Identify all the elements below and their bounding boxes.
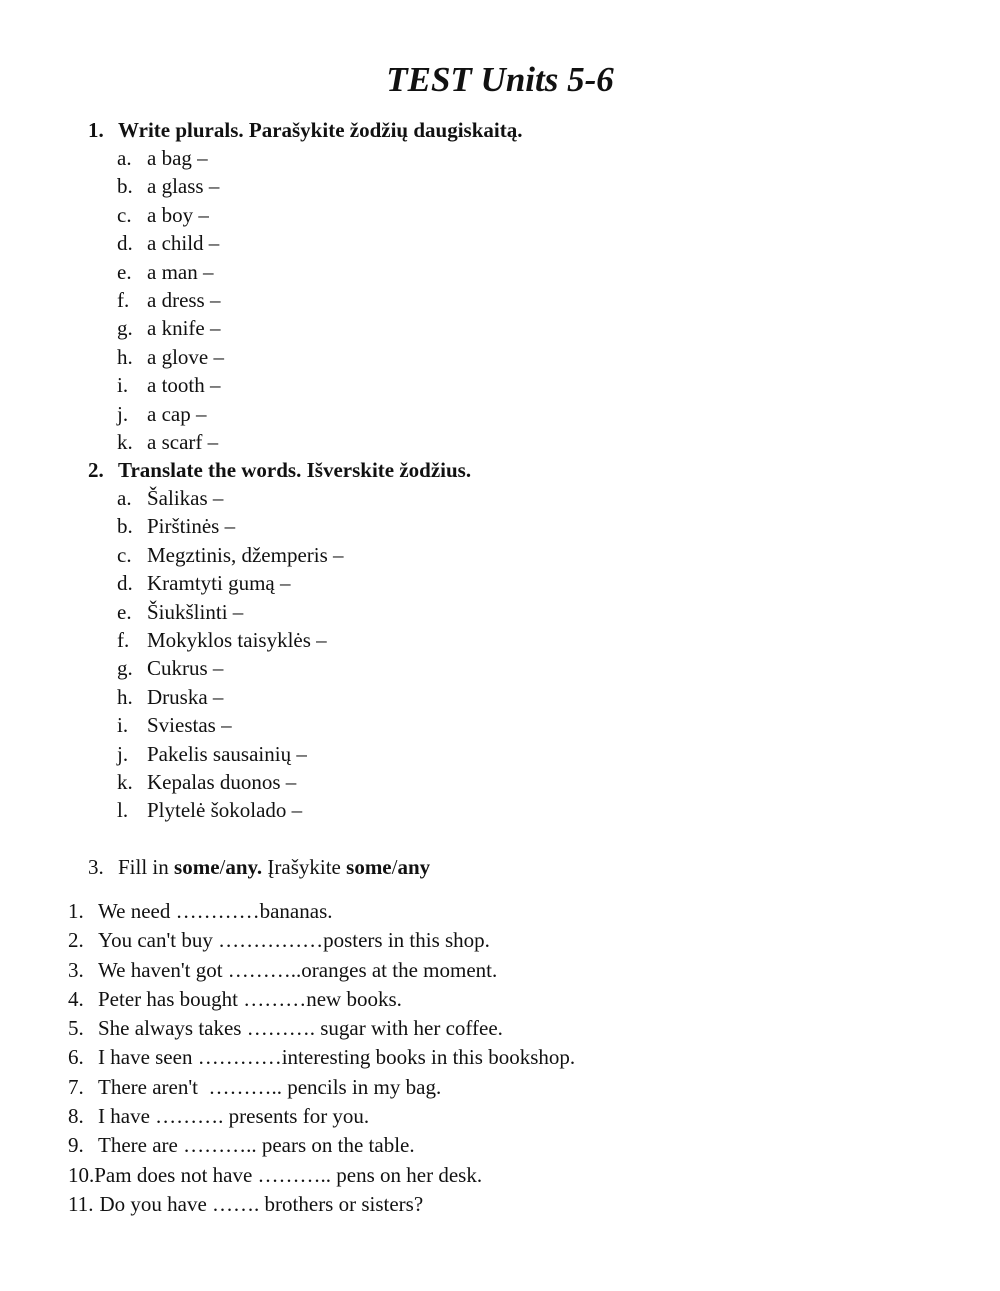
item-marker: l. xyxy=(117,798,129,823)
item-text: There aren't ……….. pencils in my bag. xyxy=(98,1074,442,1099)
item-text: a tooth – xyxy=(147,373,221,398)
item-text: Kepalas duonos – xyxy=(147,769,297,794)
list-item xyxy=(68,1073,575,1102)
item-text: a bag – xyxy=(147,146,208,170)
list-item xyxy=(117,654,344,682)
list-item xyxy=(68,1043,575,1072)
list-item xyxy=(117,172,224,200)
translate-list xyxy=(117,484,344,825)
section-1-heading-text: Write plurals. Parašykite žodžių daugiskaitą. xyxy=(118,118,523,142)
item-marker: j. xyxy=(117,401,129,426)
section-3-number: 3. xyxy=(88,855,104,879)
item-text: a scarf – xyxy=(147,429,219,454)
item-marker: h. xyxy=(117,684,133,709)
list-item xyxy=(117,229,224,257)
item-text: Do you have ……. brothers or sisters? xyxy=(99,1191,424,1216)
item-text: We haven't got ………..oranges at the moment. xyxy=(98,957,498,982)
heading-part: / xyxy=(391,855,398,879)
item-marker: f. xyxy=(117,287,130,312)
item-marker: g. xyxy=(117,316,133,341)
list-item xyxy=(68,1190,575,1219)
item-text: I have seen …………interesting books in this bookshop. xyxy=(98,1045,576,1070)
item-marker: 2. xyxy=(68,928,84,953)
item-marker: i. xyxy=(117,713,129,738)
list-item xyxy=(117,598,344,626)
heading-part: Fill in xyxy=(118,855,175,879)
item-marker: k. xyxy=(117,429,133,454)
item-marker: h. xyxy=(117,344,133,369)
list-item xyxy=(117,314,224,342)
item-text: Šiukšlinti – xyxy=(147,599,244,624)
item-marker: k. xyxy=(117,769,133,794)
item-text: Kramtyti gumą – xyxy=(147,571,291,596)
item-text: She always takes ………. sugar with her coffee. xyxy=(98,1016,503,1041)
item-marker: c. xyxy=(117,542,132,567)
list-item xyxy=(117,484,344,512)
heading-part-bold: some xyxy=(346,855,392,879)
section-3-heading xyxy=(88,853,430,881)
item-text: Peter has bought ………new books. xyxy=(98,986,402,1011)
item-marker: e. xyxy=(117,259,132,284)
list-item xyxy=(117,740,344,768)
list-item xyxy=(117,711,344,739)
item-text: You can't buy ……………posters in this shop. xyxy=(98,928,490,953)
heading-part-bold: some xyxy=(174,855,220,879)
item-text: a cap – xyxy=(147,401,207,426)
item-marker: 9. xyxy=(68,1133,84,1158)
item-marker: 3. xyxy=(68,957,84,982)
list-item xyxy=(117,768,344,796)
section-1-heading xyxy=(88,116,522,144)
item-marker: f. xyxy=(117,627,130,652)
section-2-number: 2. xyxy=(88,458,104,482)
item-text: Pirštinės – xyxy=(147,514,236,539)
heading-part-bold: any. xyxy=(225,855,263,879)
list-item xyxy=(117,400,224,428)
list-item xyxy=(117,201,224,229)
list-item xyxy=(117,626,344,654)
item-text: a boy – xyxy=(147,202,209,227)
list-item xyxy=(68,1131,575,1160)
item-marker: a. xyxy=(117,486,132,510)
item-marker: j. xyxy=(117,741,129,766)
item-marker: g. xyxy=(117,656,133,681)
item-text: a knife – xyxy=(147,316,221,341)
item-marker: 8. xyxy=(68,1104,84,1129)
item-marker: e. xyxy=(117,599,132,624)
item-text: I have ………. presents for you. xyxy=(98,1104,370,1129)
list-item xyxy=(117,512,344,540)
item-text: a dress – xyxy=(147,287,221,312)
heading-part: Įrašykite xyxy=(262,855,347,879)
list-item xyxy=(117,428,224,456)
item-marker: d. xyxy=(117,231,133,256)
fill-in-list xyxy=(68,897,575,1219)
item-text: Megztinis, džemperis – xyxy=(147,542,344,567)
list-item xyxy=(117,796,344,824)
item-text: a glass – xyxy=(147,174,220,199)
item-text: We need …………bananas. xyxy=(98,899,333,923)
list-item xyxy=(68,1102,575,1131)
item-marker: b. xyxy=(117,174,133,199)
item-text: There are ……….. pears on the table. xyxy=(98,1133,415,1158)
list-item xyxy=(117,683,344,711)
list-item xyxy=(117,371,224,399)
item-marker: 11. xyxy=(68,1191,94,1216)
heading-part-bold: any xyxy=(397,855,431,879)
item-text: Cukrus – xyxy=(147,656,224,681)
item-text: a glove – xyxy=(147,344,224,369)
list-item xyxy=(117,286,224,314)
list-item xyxy=(68,1014,575,1043)
section-1-number: 1. xyxy=(88,118,104,142)
item-marker: a. xyxy=(117,146,132,170)
list-item xyxy=(117,569,344,597)
item-marker: 5. xyxy=(68,1016,84,1041)
item-marker: 1. xyxy=(68,899,84,923)
list-item xyxy=(68,1161,575,1190)
item-marker: 4. xyxy=(68,986,84,1011)
item-marker: c. xyxy=(117,202,132,227)
list-item xyxy=(68,956,575,985)
item-text: Šalikas – xyxy=(147,486,224,510)
list-item xyxy=(117,144,224,172)
item-text: a child – xyxy=(147,231,220,256)
item-text: Sviestas – xyxy=(147,713,232,738)
list-item xyxy=(117,541,344,569)
list-item xyxy=(117,258,224,286)
section-2-heading xyxy=(88,456,471,484)
item-text: Mokyklos taisyklės – xyxy=(147,627,327,652)
section-2-heading-text: Translate the words. Išverskite žodžius. xyxy=(118,458,472,482)
list-item xyxy=(68,897,575,926)
list-item xyxy=(117,343,224,371)
page-title: TEST Units 5-6 xyxy=(386,60,614,99)
item-text: Pakelis sausainių – xyxy=(147,741,307,766)
item-text: Druska – xyxy=(147,684,224,709)
plurals-list xyxy=(117,144,224,456)
list-item xyxy=(68,926,575,955)
item-text: a man – xyxy=(147,259,214,284)
item-marker: 6. xyxy=(68,1045,84,1070)
item-text: Plytelė šokolado – xyxy=(147,798,303,823)
list-item xyxy=(68,985,575,1014)
item-marker: 10. xyxy=(68,1162,95,1187)
item-marker: 7. xyxy=(68,1074,84,1099)
item-marker: d. xyxy=(117,571,133,596)
heading-part: / xyxy=(219,855,226,879)
item-text: Pam does not have ……….. pens on her desk. xyxy=(94,1162,483,1187)
item-marker: i. xyxy=(117,373,129,398)
item-marker: b. xyxy=(117,514,133,539)
